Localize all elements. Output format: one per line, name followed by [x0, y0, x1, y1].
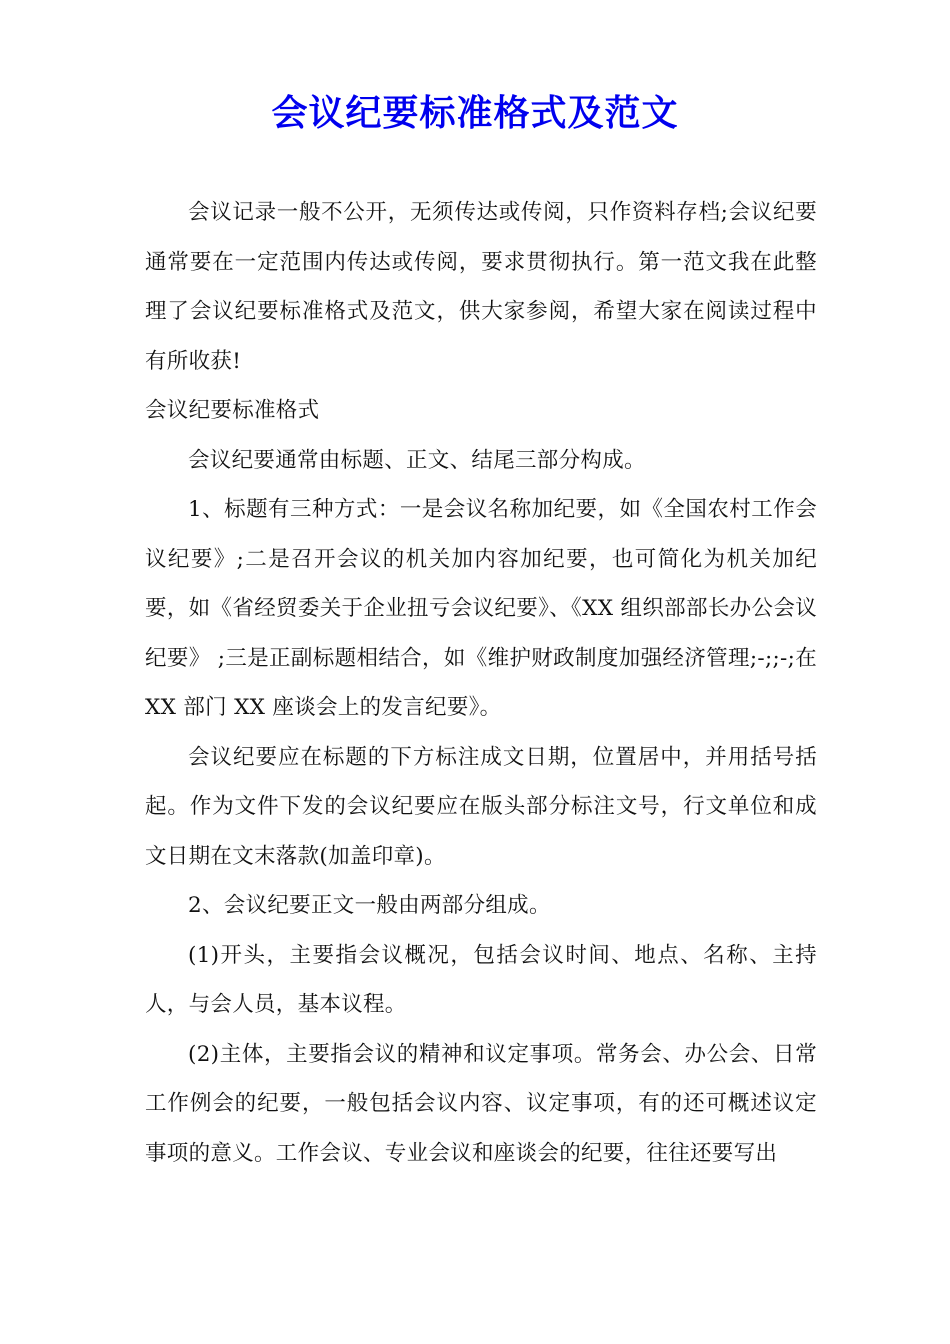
document-title: 会议纪要标准格式及范文	[271, 93, 679, 134]
body-paragraph: 会议纪要应在标题的下方标注成文日期，位置居中，并用括号括起。作为文件下发的会议纪要应在版头部分标注文号，行文单位和成文日期在文末落款(加盖印章)。	[145, 744, 817, 869]
document-body	[145, 188, 817, 1178]
body-paragraph: (2)主体，主要指会议的精神和议定事项。常务会、办公会、日常工作例会的纪要，一般包括会议内容、议定事项，有的还可概述议定事项的意义。工作会议、专业会议和座谈会的纪要，往往还要写出	[145, 1041, 817, 1166]
body-paragraph: 2、会议纪要正文一般由两部分组成。	[188, 893, 551, 918]
body-paragraph: (1)开头，主要指会议概况，包括会议时间、地点、名称、主持人，与会人员，基本议程。	[145, 942, 817, 1017]
body-paragraph: 1、标题有三种方式：一是会议名称加纪要，如《全国农村工作会议纪要》;二是召开会议的机关加内容加纪要，也可简化为机关加纪要，如《省经贸委关于企业扭亏会议纪要》、《XX 组织部部长办公会议纪要》 ;三是正副标题相结合，如《维护财政制度加强经济管理;-;;-;在 XX 部门 XX 座谈会上的发言纪要》。	[145, 497, 817, 720]
intro-paragraph: 会议记录一般不公开，无须传达或传阅，只作资料存档;会议纪要通常要在一定范围内传达或传阅，要求贯彻执行。第一范文我在此整理了会议纪要标准格式及范文，供大家参阅，希望大家在阅读过程中有所收获!	[145, 200, 817, 374]
body-paragraph: 会议纪要通常由标题、正文、结尾三部分构成。	[188, 447, 646, 473]
section-heading: 会议纪要标准格式	[145, 398, 320, 423]
